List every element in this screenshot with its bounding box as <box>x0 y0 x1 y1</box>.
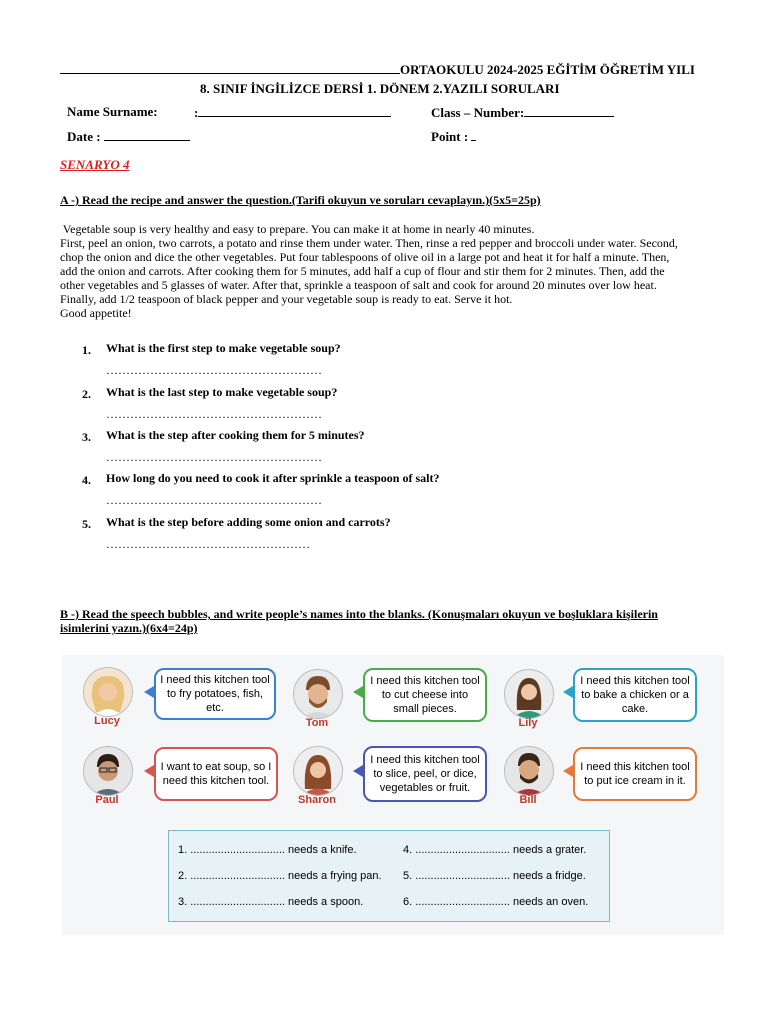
avatar-bill <box>504 746 554 796</box>
answer-line-3[interactable]: 3. ............................... needs a spoon. <box>178 896 364 908</box>
question-5 <box>82 515 391 551</box>
class-label: Class – Number: <box>431 105 525 120</box>
school-line: ORTAOKULU 2024-2025 EĞİTİM ÖĞRETİM YILI <box>400 62 695 77</box>
bubble-tail-icon <box>144 765 154 777</box>
answer-blank[interactable]: ……………………………………………… <box>106 450 322 464</box>
person-name-sharon: Sharon <box>298 794 336 806</box>
date-blank[interactable] <box>104 128 190 141</box>
bubble-tail-icon <box>353 686 363 698</box>
exam-title: 8. SINIF İNGİLİZCE DERSİ 1. DÖNEM 2.YAZILI SORULARI <box>200 81 560 96</box>
avatar-tom <box>293 669 343 719</box>
recipe-passage <box>60 222 730 320</box>
section-a-title: A -) Read the recipe and answer the question.(Tarifi okuyun ve soruları cevaplayın.)(5x5=25p) <box>60 193 541 207</box>
question-text: What is the first step to make vegetable soup? <box>106 341 341 355</box>
question-number: 5. <box>82 517 91 531</box>
speech-bubble-paul: I want to eat soup, so I need this kitchen tool. <box>154 747 278 801</box>
person-name-lucy: Lucy <box>94 715 120 727</box>
question-number: 3. <box>82 430 91 444</box>
date-field[interactable] <box>67 128 190 145</box>
point-blank[interactable] <box>471 128 476 141</box>
answer-line-2[interactable]: 2. ............................... needs a frying pan. <box>178 870 382 882</box>
answer-line-6[interactable]: 6. ............................... needs an oven. <box>403 896 589 908</box>
answer-blank[interactable]: ……………………………………………… <box>106 493 322 507</box>
passage-line: Finally, add 1/2 teaspoon of black pepper and your vegetable soup is ready to eat. Serve it hot. <box>60 292 513 306</box>
question-text: What is the step before adding some onion and carrots? <box>106 515 391 529</box>
answer-blank[interactable]: ……………………………………………… <box>106 363 322 377</box>
section-b-title-line: B -) Read the speech bubbles, and write people’s names into the blanks. (Konuşmaları okuyun ve boşluklara kişilerin <box>60 607 658 621</box>
section-b-title-line: isimlerini yazın.)(6x4=24p) <box>60 621 198 635</box>
answer-box <box>168 830 610 922</box>
section-b-title <box>60 607 730 635</box>
question-4 <box>82 471 440 507</box>
point-label: Point : <box>431 129 469 144</box>
answer-line-5[interactable]: 5. ............................... needs a fridge. <box>403 870 586 882</box>
point-field[interactable] <box>431 128 476 145</box>
question-text: What is the last step to make vegetable soup? <box>106 385 338 399</box>
name-blank[interactable] <box>198 104 391 117</box>
scenario-label: SENARYO 4 <box>60 157 130 172</box>
avatar-lily <box>504 669 554 719</box>
person-name-bill: Bill <box>519 794 537 806</box>
answer-blank[interactable]: …………………………………………… <box>106 537 310 551</box>
bubble-tail-icon <box>144 686 154 698</box>
question-2 <box>82 385 338 421</box>
avatar-paul <box>83 746 133 796</box>
person-name-paul: Paul <box>95 794 119 806</box>
answer-line-1[interactable]: 1. ............................... needs a knife. <box>178 844 357 856</box>
person-name-lily: Lily <box>518 717 538 729</box>
speech-bubble-lily: I need this kitchen tool to bake a chicken or a cake. <box>573 668 697 722</box>
date-label: Date : <box>67 129 101 144</box>
question-text: What is the step after cooking them for 5 minutes? <box>106 428 365 442</box>
bubble-tail-icon <box>563 686 573 698</box>
passage-line: Vegetable soup is very healthy and easy to prepare. You can make it at home in nearly 40 minutes. <box>60 222 535 236</box>
avatar-lucy <box>83 667 133 717</box>
answer-blank[interactable]: ……………………………………………… <box>106 407 322 421</box>
passage-line: Good appetite! <box>60 306 132 320</box>
passage-line: First, peel an onion, two carrots, a potato and rinse them under water. Then, rinse a red pepper and broccoli under water. Second, <box>60 236 678 250</box>
name-colon: : <box>194 105 199 120</box>
name-label: Name Surname: <box>67 104 158 119</box>
speech-bubble-tom: I need this kitchen tool to cut cheese into small pieces. <box>363 668 487 722</box>
question-text: How long do you need to cook it after sprinkle a teaspoon of salt? <box>106 471 440 485</box>
passage-line: chop the onion and dice the other vegetables. Put four tablespoons of olive oil in a large pot and heat it for half a minute. Then, <box>60 250 670 264</box>
speech-bubble-bill: I need this kitchen tool to put ice cream in it. <box>573 747 697 801</box>
name-field[interactable] <box>194 104 391 121</box>
class-blank[interactable] <box>524 104 614 117</box>
class-field[interactable] <box>431 104 614 121</box>
avatar-sharon <box>293 746 343 796</box>
speech-bubble-sharon: I need this kitchen tool to slice, peel, or dice, vegetables or fruit. <box>363 746 487 802</box>
bubble-tail-icon <box>563 765 573 777</box>
question-number: 4. <box>82 473 91 487</box>
speech-bubble-lucy: I need this kitchen tool to fry potatoes, fish, etc. <box>154 668 276 720</box>
answer-line-4[interactable]: 4. ............................... needs a grater. <box>403 844 587 856</box>
passage-line: other vegetables and 5 glasses of water. After that, sprinkle a teaspoon of salt and cook for around 20 minutes over low heat. <box>60 278 657 292</box>
person-name-tom: Tom <box>305 717 329 729</box>
question-1 <box>82 341 341 377</box>
question-3 <box>82 428 365 464</box>
passage-line: add the onion and carrots. After cooking them for 5 minutes, add half a cup of flour and stir them for 2 minutes. Then, add the <box>60 264 665 278</box>
school-header <box>60 61 695 78</box>
school-name-blank[interactable] <box>60 61 400 74</box>
question-number: 2. <box>82 387 91 401</box>
question-number: 1. <box>82 343 91 357</box>
bubble-tail-icon <box>353 765 363 777</box>
